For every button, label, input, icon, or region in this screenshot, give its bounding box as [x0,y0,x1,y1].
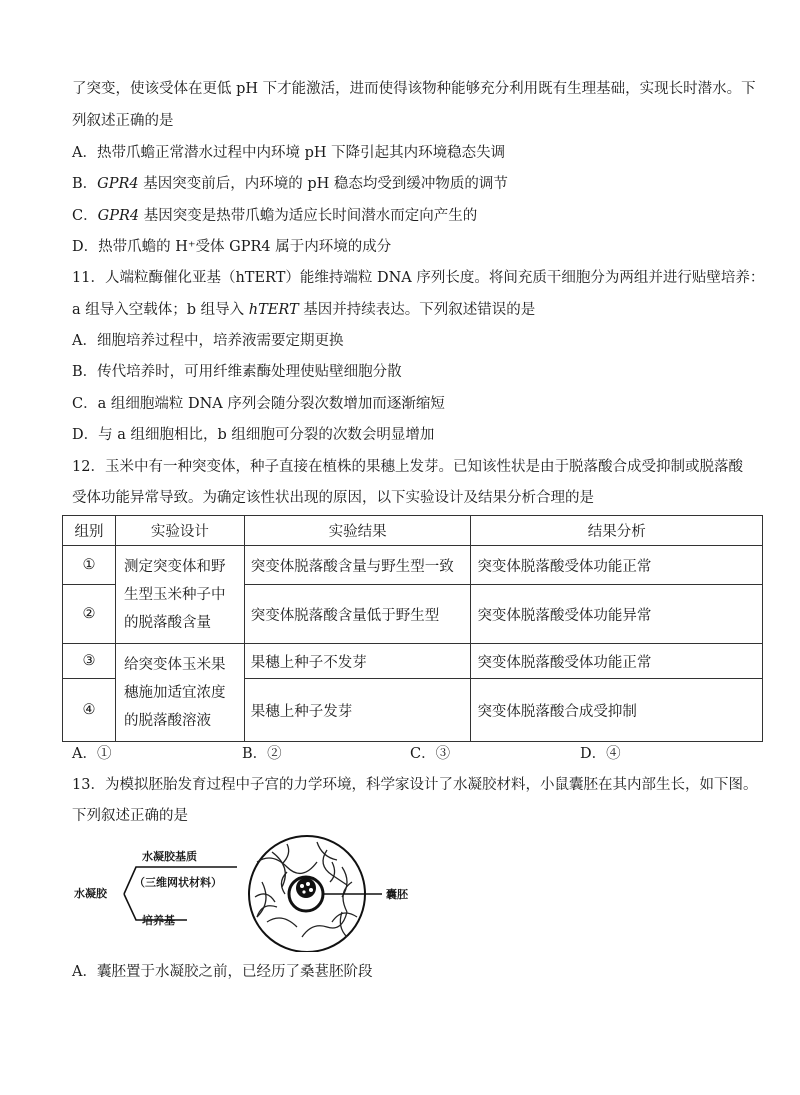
medium-label: 培养基 [142,914,175,927]
design-cell: 测定突变体和野生型玉米种子中的脱落酸含量 [115,546,244,644]
result-cell: 突变体脱落酸含量与野生型一致 [244,546,471,585]
table-row [63,644,763,679]
matrix-sub-label: （三维网状材料） [134,876,222,889]
q11-option-b: B．传代培养时，可用纤维素酶处理使贴壁细胞分散 [72,364,402,380]
result-cell: 果穗上种子不发芽 [244,644,471,679]
table-row [63,546,763,585]
q12-option-c: C．③ [410,746,451,762]
hydrogel-label: 水凝胶 [74,887,107,900]
result-cell: 突变体脱落酸含量低于野生型 [244,585,471,644]
q12-stem-line2: 受体功能异常导致。为确定该性状出现的原因，以下实验设计及结果分析合理的是 [72,490,594,506]
table-header-row [63,516,763,546]
result-cell: 果穗上种子发芽 [244,679,471,742]
q13-stem-line2: 下列叙述正确的是 [72,808,188,824]
group-cell: ③ [63,644,116,679]
q11-option-c: C．a 组细胞端粒 DNA 序列会随分裂次数增加而逐渐缩短 [72,396,445,412]
table-header: 结果分析 [471,516,763,546]
q13-option-a: A．囊胚置于水凝胶之前，已经历了桑葚胚阶段 [72,964,373,980]
q10-option-b: B．GPR4 基因突变前后，内环境的 pH 稳态均受到缓冲物质的调节 [72,176,508,192]
matrix-label: 水凝胶基质 [142,850,197,863]
q12-option-b: B．② [242,746,282,762]
q11-option-d: D．与 a 组细胞相比，b 组细胞可分裂的次数会明显增加 [72,427,435,443]
table-header: 组别 [63,516,116,546]
q10-stem-line1: 了突变，使该受体在更低 pH 下才能激活，进而使得该物种能够充分利用既有生理基础，实现长时潜水。下 [72,81,756,97]
q11-stem-line2: a 组导入空载体；b 组导入 hTERT 基因并持续表达。下列叙述错误的是 [72,302,536,318]
analysis-cell: 突变体脱落酸受体功能异常 [471,585,763,644]
q12-option-d: D．④ [580,746,621,762]
design-cell: 给突变体玉米果穗施加适宜浓度的脱落酸溶液 [115,644,244,742]
q10-option-c: C．GPR4 基因突变是热带爪蟾为适应长时间潜水而定向产生的 [72,208,478,224]
table-header: 实验结果 [244,516,471,546]
hydrogel-figure [72,822,432,956]
q10-option-a: A．热带爪蟾正常潜水过程中内环境 pH 下降引起其内环境稳态失调 [72,145,506,161]
analysis-cell: 突变体脱落酸受体功能正常 [471,644,763,679]
q13-stem-line1: 13．为模拟胚胎发育过程中子宫的力学环境，科学家设计了水凝胶材料，小鼠囊胚在其内部生长，如下图。 [72,777,758,793]
q12-stem-line1: 12．玉米中有一种突变体，种子直接在植株的果穗上发芽。已知该性状是由于脱落酸合成受抑制或脱落酸 [72,459,743,475]
group-cell: ④ [63,679,116,742]
group-cell: ② [63,585,116,644]
hydrogel-diagram [72,822,432,952]
q12-option-a: A．① [72,746,112,762]
q10-stem-line2: 列叙述正确的是 [72,113,174,129]
analysis-cell: 突变体脱落酸受体功能正常 [471,546,763,585]
group-cell: ① [63,546,116,585]
analysis-cell: 突变体脱落酸合成受抑制 [471,679,763,742]
table-header: 实验设计 [115,516,244,546]
q10-option-d: D．热带爪蟾的 H⁺受体 GPR4 属于内环境的成分 [72,239,392,255]
q11-option-a: A．细胞培养过程中，培养液需要定期更换 [72,333,344,349]
q11-stem-line1: 11．人端粒酶催化亚基（hTERT）能维持端粒 DNA 序列长度。将间充质干细胞分为两组并进行贴壁培养： [72,270,765,286]
blastocyst-label: 囊胚 [386,888,408,901]
q12-experiment-table [62,515,763,742]
